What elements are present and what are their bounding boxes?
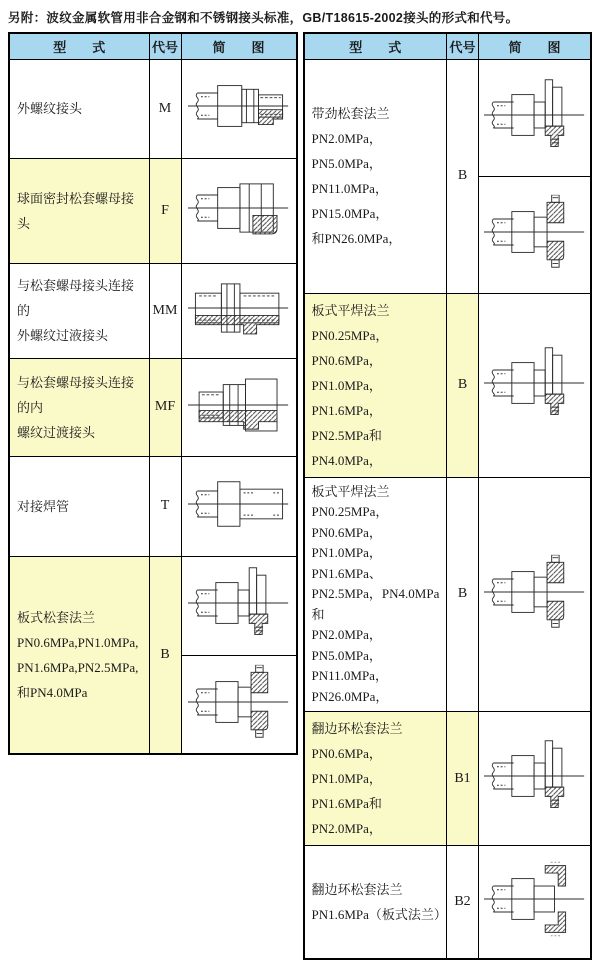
butt-weld-pipe-diagram xyxy=(188,464,290,544)
table-row-plate-loose-flange xyxy=(9,556,297,655)
union-nut-joint-diagram xyxy=(188,168,290,248)
table-row-flat-weld-flange-1 xyxy=(304,293,592,477)
diagram-cell xyxy=(181,655,297,754)
diagram-cell xyxy=(181,59,297,158)
diagram-cell xyxy=(181,456,297,556)
socket-joint-diagram xyxy=(188,365,290,445)
table-row-flanged-ring-loose-flange-b1 xyxy=(304,712,592,846)
fitting-table-left xyxy=(8,32,298,755)
nipple-joint-diagram xyxy=(188,268,290,348)
code-cell: B1 xyxy=(447,712,479,846)
diagram-cell xyxy=(479,293,592,477)
code-cell: B xyxy=(447,59,479,293)
flanged-ring-loose-flange-b1-diagram xyxy=(484,736,586,816)
table-row-flanged-ring-loose-flange-b2 xyxy=(304,846,592,959)
code-cell: B xyxy=(149,556,181,754)
col-header-diagram: 简 图 xyxy=(479,33,592,59)
code-cell: M xyxy=(149,59,181,158)
col-header-code: 代号 xyxy=(447,33,479,59)
type-cell: 板式平焊法兰 PN0.25MPa，PN0.6MPa， PN1.0MPa，PN1.6MPa、 PN2.5MPa，PN4.0MPa和 PN2.0MPa，PN5.0MPa， PN11.0MPa，PN26.0MPa， xyxy=(304,477,447,712)
col-header-type: 型 式 xyxy=(9,33,149,59)
diagram-cell xyxy=(479,477,592,712)
col-header-code: 代号 xyxy=(149,33,181,59)
neck-loose-flange-diagram-2 xyxy=(484,192,586,272)
type-cell: 翻边环松套法兰 PN0.6MPa，PN1.0MPa， PN1.6MPa和PN2.0MPa， xyxy=(304,712,447,846)
diagram-cell xyxy=(479,712,592,846)
header-row xyxy=(9,33,297,59)
table-row-male-thread xyxy=(9,59,297,158)
diagram-cell xyxy=(479,846,592,959)
fitting-table-right xyxy=(303,32,593,960)
neck-loose-flange-diagram-1 xyxy=(484,75,586,155)
code-cell: F xyxy=(149,158,181,263)
type-cell: 翻边环松套法兰 PN1.6MPa（板式法兰） xyxy=(304,846,447,959)
table-row-male-transition xyxy=(9,263,297,358)
flanged-ring-loose-flange-b2-diagram xyxy=(484,859,586,939)
diagram-cell xyxy=(181,358,297,456)
plate-loose-flange-diagram-2 xyxy=(188,662,290,742)
fitting-tables xyxy=(8,32,592,960)
flat-weld-flange-diagram-1 xyxy=(484,343,586,423)
type-cell: 带劲松套法兰 PN2.0MPa，PN5.0MPa， PN11.0MPa，PN15.0MPa， 和PN26.0MPa， xyxy=(304,59,447,293)
fitting-table-left-wrap xyxy=(8,32,298,960)
type-cell: 与松套螺母接头连接的 外螺纹过液接头 xyxy=(9,263,149,358)
code-cell: MF xyxy=(149,358,181,456)
code-cell: MM xyxy=(149,263,181,358)
type-cell: 球面密封松套螺母接头 xyxy=(9,158,149,263)
type-cell: 对接焊管 xyxy=(9,456,149,556)
fitting-table-right-wrap xyxy=(303,32,593,960)
diagram-cell xyxy=(479,176,592,293)
code-cell: B2 xyxy=(447,846,479,959)
col-header-type: 型 式 xyxy=(304,33,447,59)
code-cell: B xyxy=(447,477,479,712)
col-header-diagram: 简 图 xyxy=(181,33,297,59)
male-thread-joint-diagram xyxy=(188,66,290,146)
table-row-butt-weld xyxy=(9,456,297,556)
table-row-flat-weld-flange-2 xyxy=(304,477,592,712)
plate-loose-flange-diagram-1 xyxy=(188,563,290,643)
type-cell: 外螺纹接头 xyxy=(9,59,149,158)
type-cell: 与松套螺母接头连接的内 螺纹过渡接头 xyxy=(9,358,149,456)
diagram-cell xyxy=(479,59,592,176)
code-cell: T xyxy=(149,456,181,556)
code-cell: B xyxy=(447,293,479,477)
table-row-neck-loose-flange xyxy=(304,59,592,176)
type-cell: 板式平焊法兰 PN0.25MPa，PN0.6MPa， PN1.0MPa，PN1.6MPa， PN2.5MPa和PN4.0MPa， xyxy=(304,293,447,477)
flat-weld-flange-diagram-2 xyxy=(484,552,586,632)
table-row-female-transition xyxy=(9,358,297,456)
page-title: 另附：波纹金属软管用非合金钢和不锈钢接头标准，GB/T18615-2002接头的形式和代号。 xyxy=(8,11,519,25)
table-row-union-nut xyxy=(9,158,297,263)
header-row xyxy=(304,33,592,59)
diagram-cell xyxy=(181,556,297,655)
diagram-cell xyxy=(181,158,297,263)
type-cell: 板式松套法兰 PN0.6MPa,PN1.0MPa, PN1.6MPa,PN2.5MPa, 和PN4.0MPa xyxy=(9,556,149,754)
diagram-cell xyxy=(181,263,297,358)
